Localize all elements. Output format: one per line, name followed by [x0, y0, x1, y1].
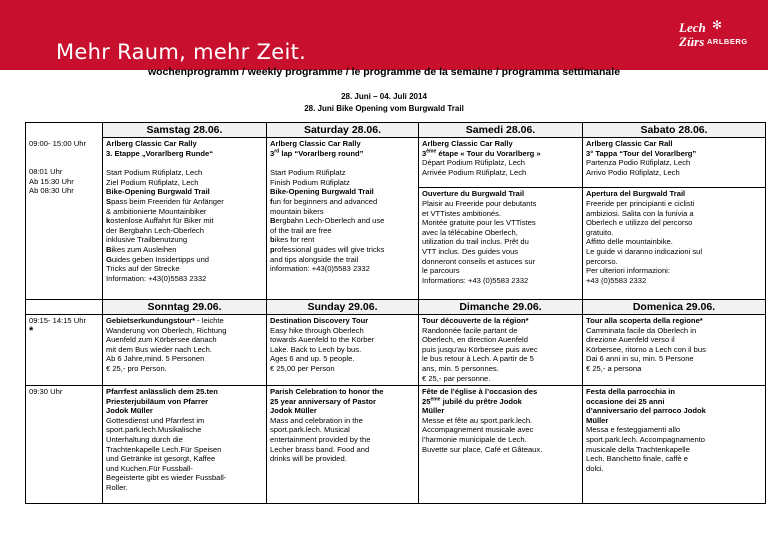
tour-line: direzione Auenfeld verso il	[586, 335, 675, 345]
text: 3	[270, 148, 275, 158]
tour-line: Camminata facile da Oberlech in	[586, 325, 697, 335]
parish-title: Fête de l’église à l’occasion des	[422, 387, 538, 396]
time-header-cell	[26, 123, 103, 138]
time-header-cell	[26, 300, 103, 315]
text: un for beginners and advanced	[272, 196, 378, 206]
parish-title: occasione dei 25 anni	[586, 396, 665, 406]
parish-title: Priesterjubiläum von Pfarrer	[106, 396, 209, 406]
event-cell-de	[103, 315, 267, 386]
initial: B	[270, 216, 276, 226]
bike-line: le parcours	[422, 266, 460, 276]
event-cell-fr	[419, 386, 583, 504]
tour-title	[106, 316, 263, 326]
rally-start: Partenza Podio Rüfiplatz, Lech	[586, 158, 691, 168]
page-title: wochenprogramm / weekly programme / le programme de la semaine / programma settimanale	[147, 66, 621, 78]
parish-line: Lech. Banchetto finale, caffè e	[586, 454, 689, 464]
tour-line: puis jusqu’au Körbersee puis avec	[422, 344, 538, 354]
text: ostenlose Auffahrt für Biker mit	[110, 216, 214, 226]
text: rofessional guides will give tricks	[274, 244, 385, 254]
rally-finish: Ziel Podium Rüfiplatz, Lech	[106, 177, 199, 187]
text: ikes zum Ausleihen	[111, 244, 177, 254]
bike-line: avec la télécabine Oberlech,	[422, 227, 518, 237]
parish-line: dolci.	[586, 463, 604, 473]
parish-line: und Kuchen.Für Fussball-	[106, 463, 193, 473]
event-cell-en	[267, 315, 419, 386]
bike-line	[106, 197, 263, 207]
ordinal: rd	[274, 148, 280, 155]
tour-line: Körbersee, ritorno a Lech con il bus	[586, 344, 706, 354]
time-bike: Ab 08:30 Uhr	[29, 186, 74, 196]
parish-line: Mass and celebration in the	[270, 415, 363, 425]
bike-line: ambiziosi. Salita con la funivia a	[586, 208, 694, 218]
day-header-it: Domenica 29.06.	[583, 300, 766, 315]
bike-line: and tips alongside the trail	[270, 254, 359, 264]
text: pass beim Freeriden für Anfänger	[111, 196, 224, 206]
text: - leichte	[195, 316, 224, 325]
tour-line: Wanderung von Oberlech, Richtung	[106, 325, 227, 335]
initial: B	[106, 244, 112, 254]
day-header-de: Samstag 28.06.	[103, 123, 267, 138]
bike-line: percorso.	[586, 256, 618, 266]
tour-line: ans, min. 5 personnes.	[422, 363, 499, 373]
rally-title: Arlberg Classic Car Rally	[106, 139, 197, 148]
table-row	[26, 315, 766, 386]
initial: S	[106, 196, 112, 206]
parish-line: sport.park.lech. Accompagnamento	[586, 434, 706, 444]
bike-title: Ouverture du Burgwald Trail	[422, 189, 525, 199]
tour-line: Dai 6 anni in su, min. 5 Persone	[586, 354, 694, 364]
tour-price: € 25,00 per Person	[270, 363, 335, 373]
parish-title: Pfarrfest anlässlich dem 25.ten	[106, 387, 218, 396]
bike-line: of the trail are free	[270, 225, 332, 235]
text: uides geben Insidertipps und	[111, 254, 210, 264]
bike-info: Information: +43(0)5583 2332	[106, 273, 207, 283]
bike-line	[106, 216, 263, 226]
day-header-de: Sonntag 29.06.	[103, 300, 267, 315]
rally-finish: Arrivée Podium Rüfiplatz, Lech	[422, 167, 527, 177]
tour-price: € 25,- a persona	[586, 363, 642, 373]
tour-line: Oberlech, en direction Auenfeld	[422, 335, 528, 345]
rally-finish: Arrivo Podio Rüfiplatz, Lech	[586, 167, 680, 177]
rally-start: Départ Podium Rüfiplatz, Lech	[422, 158, 525, 168]
bike-line: et VTTistes ambitionés.	[422, 208, 502, 218]
parish-title: Jodok Müller	[270, 406, 317, 416]
date-range: 28. Juni – 04. Juli 2014	[341, 92, 427, 101]
parish-line: drinks will be provided.	[270, 454, 347, 464]
parish-line: Trachtenkapelle Lech.Für Speisen	[106, 444, 222, 454]
parish-line: Unterhaltung durch die	[106, 434, 183, 444]
time-tour: 09:15- 14:15 Uhr	[29, 316, 86, 325]
rally-stage: 3. Etappe „Vorarlberg Runde“	[106, 148, 214, 158]
tour-line: Randonnée facile partant de	[422, 325, 518, 335]
day-header-row	[26, 300, 766, 315]
rally-finish: Finish Podium Rüfiplatz	[270, 177, 350, 187]
event-cell-de	[103, 386, 267, 504]
time-start: 08:01 Uhr	[29, 167, 63, 177]
header-banner	[0, 0, 768, 70]
program-table	[25, 122, 766, 504]
initial: G	[106, 254, 112, 264]
bike-line: Oberlech e utilizzo del percorso	[586, 218, 693, 228]
time-cell	[26, 386, 103, 504]
tagline: Mehr Raum, mehr Zeit.	[56, 40, 307, 64]
bike-line: Montée gratuite pour les VTTistes	[422, 218, 536, 228]
bike-title: Bike-Opening Burgwald Trail	[106, 187, 210, 197]
tour-line: Auenfeld zum Körbersee danach	[106, 335, 217, 345]
time-cell	[26, 138, 103, 300]
parish-line: Messa e festeggiamenti allo	[586, 425, 681, 435]
bike-line: inklusive Trailbenutzung	[106, 235, 188, 245]
bike-line: VTT inclus. Des guides vous	[422, 246, 519, 256]
bike-line	[106, 255, 263, 265]
rally-start: Start Podium Rüfiplatz, Lech	[106, 168, 203, 178]
parish-title	[422, 397, 579, 407]
bike-line	[106, 245, 263, 255]
bike-line: gratuito.	[586, 227, 614, 237]
event-subtitle: 28. Juni Bike Opening vom Burgwald Trail	[304, 104, 464, 113]
parish-title: Jodok Müller	[106, 406, 153, 416]
tour-line: Ages 6 and up. 5 people.	[270, 354, 355, 364]
bike-line	[270, 245, 415, 255]
rally-title: Arlberg Classic Car Rally	[422, 139, 513, 148]
text: jubilé du prêtre Jodok	[440, 396, 522, 406]
title: Gebietserkundungstour*	[106, 316, 196, 325]
tour-price: € 25,- pro Person.	[106, 363, 167, 373]
tour-price: € 25,- par personne.	[422, 373, 491, 383]
bike-info: Informations: +43 (0)5583 2332	[422, 275, 529, 285]
day-header-en: Saturday 28.06.	[267, 123, 419, 138]
event-cell-en	[267, 386, 419, 504]
time-finish: Ab 15:30 Uhr	[29, 176, 74, 186]
tour-line: Lake. Back to Lech by bus.	[270, 344, 362, 354]
bike-info: information: +43(0)5583 2332	[270, 264, 370, 274]
text: ergbahn Lech-Oberlech and use	[275, 216, 385, 226]
tour-line: mit dem Bus wieder nach Lech.	[106, 344, 212, 354]
text: lap “Vorarlberg round”	[279, 148, 364, 158]
logo-zuers: Zürs	[679, 34, 705, 49]
bike-line: Le guide vi daranno indicazioni sul	[586, 246, 703, 256]
day-header-fr: Samedi 28.06.	[419, 123, 583, 138]
parish-title: d’anniversario del parroco Jodok	[586, 406, 706, 416]
parish-line: musicale della Trachtenkapelle	[586, 444, 690, 454]
rally-start: Start Podium Rüfiplatz	[270, 168, 346, 178]
rally-stage	[422, 149, 579, 159]
table-row	[26, 386, 766, 504]
rally-stage: 3° Tappa “Tour del Vorarlberg”	[586, 148, 697, 158]
asterisk-note: *	[29, 324, 34, 337]
initial: p	[270, 244, 275, 254]
tour-title: Tour alla scoperta della regione*	[586, 316, 703, 325]
parish-title: Müller	[586, 415, 609, 425]
parish-title: Müller	[422, 406, 445, 416]
text: ikes for rent	[274, 235, 315, 245]
bike-line: Tricks auf der Strecke	[106, 264, 180, 274]
ordinal: ème	[426, 148, 437, 155]
tour-title: Destination Discovery Tour	[270, 316, 369, 325]
rally-title: Arlberg Classic Car Rall	[586, 139, 673, 148]
parish-line: Begeisterte gibt es wieder Fussball-	[106, 473, 227, 483]
bike-line	[270, 197, 415, 207]
parish-line: Messe et fête au sport.park.lech.	[422, 415, 533, 425]
bike-line: donneront conseils et astuces sur	[422, 256, 536, 266]
bike-line	[270, 235, 415, 245]
rally-stage	[270, 149, 415, 159]
text: 3	[422, 148, 427, 158]
event-cell-en	[267, 138, 419, 300]
bike-line: & ambitionierte Mountainbiker	[106, 206, 207, 216]
parish-line: l’harmonie municipale de Lech.	[422, 434, 527, 444]
tour-line: Easy hike through Oberlech	[270, 325, 364, 335]
bike-line: Freeride per principianti e ciclisti	[586, 198, 695, 208]
rally-title: Arlberg Classic Car Rally	[270, 139, 361, 148]
initial: f	[270, 196, 273, 206]
bike-line: Per ulteriori informazioni:	[586, 266, 670, 276]
snowflake-icon: ✻	[712, 18, 723, 32]
parish-line: Accompagnement musicale avec	[422, 425, 534, 435]
text: étape « Tour du Vorarlberg »	[436, 148, 541, 158]
logo-arlberg: ARLBERG	[707, 37, 748, 46]
tour-line: Ab 6 Jahre,mind. 5 Personen	[106, 354, 205, 364]
table-row	[26, 138, 766, 300]
initial: k	[106, 216, 111, 226]
parish-line: sport.park.lech. Musical	[270, 425, 350, 435]
parish-line: Gottesdienst und Pfarrfest im	[106, 415, 205, 425]
event-cell-it	[583, 315, 766, 386]
tour-line: towards Auenfeld to the Körber	[270, 335, 375, 345]
initial: b	[270, 235, 275, 245]
event-cell-it	[583, 138, 766, 300]
logo-lech: Lech	[679, 20, 706, 35]
day-header-row	[26, 123, 766, 138]
time-parish: 09:30 Uhr	[29, 387, 63, 396]
time-rally: 09:00- 15:00 Uhr	[29, 138, 86, 148]
event-cell-fr	[419, 138, 583, 300]
text: 25	[422, 396, 431, 406]
day-header-it: Sabato 28.06.	[583, 123, 766, 138]
tour-title: Tour découverte de la région*	[422, 316, 529, 325]
parish-title: 25 year anniversary of Pastor	[270, 396, 376, 406]
bike-line: der Bergbahn Lech-Oberlech	[106, 225, 204, 235]
bike-line: mountain bikers	[270, 206, 324, 216]
event-cell-it	[583, 386, 766, 504]
bike-title: Bike-Opening Burgwald Trail	[270, 187, 374, 197]
bike-info: +43 (0)5583 2332	[586, 275, 647, 285]
parish-title: Festa della parrocchia in	[586, 387, 676, 396]
parish-line: Lecher brass band. Food and	[270, 444, 370, 454]
parish-line: sport.park.lech.Musikalische	[106, 425, 202, 435]
bike-title: Apertura del Burgwald Trail	[586, 189, 686, 199]
parish-line: entertainment provided by the	[270, 434, 371, 444]
bike-line	[270, 216, 415, 226]
parish-line: Roller.	[106, 482, 128, 492]
day-header-en: Sunday 29.06.	[267, 300, 419, 315]
bike-line: Affitto delle mountainbike.	[586, 237, 673, 247]
tour-line: le bus retour à Lech. A partir de 5	[422, 354, 534, 364]
parish-line: und Getränke ist gesorgt, Kaffee	[106, 454, 216, 464]
bike-line: utilization du trail inclus. Prêt du	[422, 237, 529, 247]
parish-line: Buvette sur place, Café et Gâteaux.	[422, 444, 543, 454]
event-cell-de	[103, 138, 267, 300]
time-cell	[26, 315, 103, 386]
lech-zuers-logo	[679, 20, 759, 60]
bike-line: Plaisir au Freeride pour debutants	[422, 198, 537, 208]
event-cell-fr	[419, 315, 583, 386]
day-header-fr: Dimanche 29.06.	[419, 300, 583, 315]
ordinal: ème	[430, 396, 441, 403]
parish-title: Parish Celebration to honor the	[270, 387, 384, 396]
